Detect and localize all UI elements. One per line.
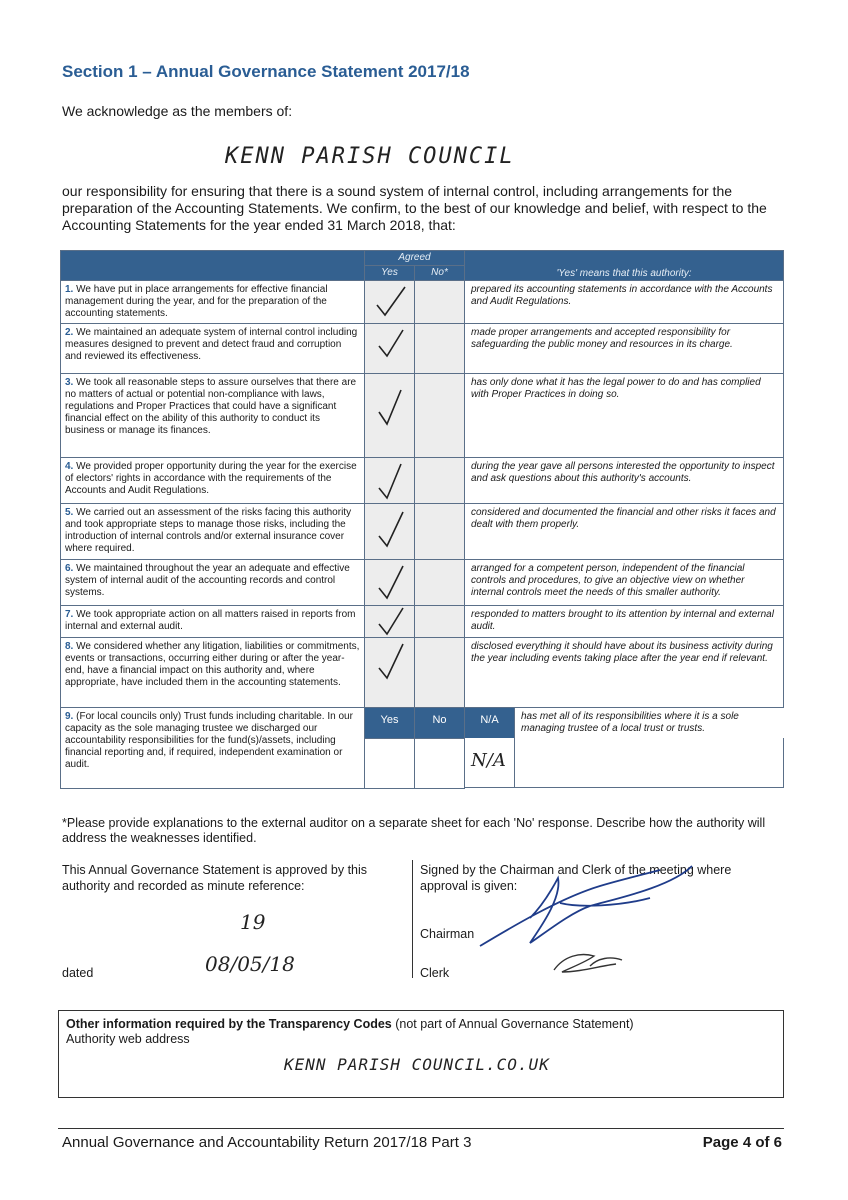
row9-blank [515, 738, 784, 788]
tick-mark-icon [375, 285, 407, 319]
yes-cell[interactable] [365, 324, 415, 374]
row-statement: We took all reasonable steps to assure ourselves that there are no matters of actual or potential non-compliance with laws, regulations and Proper Practices that could have a significant financial effect on the ability of this authority to conduct its business or manage its finances. [65, 377, 357, 436]
dated-label: dated [62, 966, 94, 980]
table-row-9 [61, 708, 784, 739]
row-meaning: has only done what it has the legal power to do and has complied with Proper Practices in doing so. [465, 374, 784, 458]
no-cell[interactable] [415, 458, 465, 504]
footer-rule [58, 1128, 784, 1129]
tick-mark-icon [375, 462, 407, 502]
table-header-row [61, 251, 784, 266]
yes-cell[interactable] [365, 560, 415, 606]
signature-divider [412, 860, 413, 978]
no-cell[interactable] [415, 374, 465, 458]
chairman-signature-icon [470, 858, 700, 958]
yes-cell[interactable] [365, 638, 415, 708]
row-number: 2. [65, 327, 74, 338]
row-number: 8. [65, 641, 74, 652]
row-meaning: arranged for a competent person, independent of the financial controls and procedures, to give an objective view on whether internal controls meet the needs of this smaller authority. [465, 560, 784, 606]
transparency-title-rest: (not part of Annual Governance Statement) [391, 1017, 634, 1031]
section-heading: Section 1 – Annual Governance Statement 2017/18 [62, 62, 470, 81]
tick-mark-icon [375, 510, 407, 550]
row-statement: We maintained throughout the year an adequate and effective system of internal audit of the accounting records and control systems. [65, 563, 350, 598]
tick-mark-icon [375, 606, 407, 636]
table-row [61, 458, 784, 504]
clerk-label: Clerk [420, 966, 450, 980]
row-statement: We provided proper opportunity during the year for the exercise of electors' rights in accordance with the requirements of the Accounts and Audit Regulations. [65, 461, 357, 496]
governance-table [60, 250, 784, 789]
yes-cell[interactable] [365, 374, 415, 458]
footnote: *Please provide explanations to the external auditor on a separate sheet for each 'No' response. Describe how the authority will address the weaknesses identified. [62, 816, 766, 845]
row-statement: We carried out an assessment of the risks facing this authority and took appropriate steps to manage those risks, including the introduction of internal controls and/or external insurance cover where required. [65, 507, 352, 554]
clerk-signature-icon [550, 946, 630, 980]
table-row [61, 560, 784, 606]
row-statement: We have put in place arrangements for effective financial management during the year, and for the preparation of the accounting statements. [65, 284, 328, 319]
row-number: 1. [65, 284, 74, 295]
header-yes: Yes [365, 266, 415, 281]
row9-na-handwritten: N/A [471, 750, 506, 771]
tick-mark-icon [375, 642, 407, 682]
tick-mark-icon [375, 328, 407, 362]
acknowledge-text: We acknowledge as the members of: [62, 103, 293, 119]
yes-cell[interactable] [365, 458, 415, 504]
row-statement: We maintained an adequate system of internal control including measures designed to prevent and detect fraud and corruption and reviewed its effectiveness. [65, 327, 358, 362]
yes-cell[interactable] [365, 281, 415, 324]
row-number: 4. [65, 461, 74, 472]
table-row [61, 374, 784, 458]
row-meaning: prepared its accounting statements in accordance with the Accounts and Audit Regulations. [465, 281, 784, 324]
tick-mark-icon [375, 388, 407, 428]
header-blank [61, 251, 365, 281]
transparency-title-bold: Other information required by the Transparency Codes [66, 1017, 392, 1031]
row9-yes-header: Yes [365, 708, 415, 739]
table-row [61, 324, 784, 374]
no-cell[interactable] [415, 281, 465, 324]
page-number: Page 4 of 6 [702, 1134, 782, 1151]
row-meaning: made proper arrangements and accepted responsibility for safeguarding the public money and resources in its charge. [465, 324, 784, 374]
row-number: 3. [65, 377, 74, 388]
row-meaning: responded to matters brought to its attention by internal and external audit. [465, 606, 784, 638]
approved-text: This Annual Governance Statement is approved by this authority and recorded as minute reference: [62, 863, 368, 893]
table-row [61, 606, 784, 638]
signed-text: Signed by the Chairman and Clerk of the meeting where approval is given: [420, 863, 732, 893]
web-address-label: Authority web address [66, 1032, 190, 1046]
footer-title: Annual Governance and Accountability Return 2017/18 Part 3 [62, 1134, 472, 1151]
web-address-value: KENN PARISH COUNCIL.CO.UK [284, 1055, 550, 1074]
table-row [61, 504, 784, 560]
row9-meaning: has met all of its responsibilities where it is a sole managing trustee of a local trust or trusts. [515, 708, 784, 738]
no-cell[interactable] [415, 606, 465, 638]
row-meaning: during the year gave all persons interested the opportunity to inspect and ask questions about this authority's accounts. [465, 458, 784, 504]
yes-cell[interactable] [365, 606, 415, 638]
row-statement: We considered whether any litigation, liabilities or commitments, events or transactions, occurring either during or after the year-end, have a financial impact on this authority and, where appropriate, have included them in the accounting statements. [65, 641, 360, 688]
no-cell[interactable] [415, 638, 465, 708]
row-meaning: disclosed everything it should have about its business activity during the year including events taking place after the year end if relevant. [465, 638, 784, 708]
row-number: 7. [65, 609, 74, 620]
row9-na-header: N/A [465, 708, 515, 738]
row-statement: (For local councils only) Trust funds including charitable. In our capacity as the sole managing trustee we discharged our accountability responsibilities for the fund(s)/assets, including financial reporting and, if required, independent examination or audit. [65, 711, 353, 770]
header-means: 'Yes' means that this authority: [465, 251, 784, 281]
row-number: 9. [65, 711, 74, 722]
no-cell[interactable] [415, 504, 465, 560]
row-statement: We took appropriate action on all matters raised in reports from internal and external audit. [65, 609, 356, 632]
responsibility-text: our responsibility for ensuring that there is a sound system of internal control, including arrangements for the preparation of the Accounting Statements. We confirm, to the best of our knowledge and belief, with respect to the Accounting Statements for the year ended 31 March 2018, that: [62, 183, 767, 233]
row9-na-cell[interactable] [465, 738, 515, 788]
row9-no-header: No [415, 708, 465, 739]
council-name-handwritten: KENN PARISH COUNCIL [225, 144, 515, 169]
date-value: 08/05/18 [205, 952, 295, 976]
header-no: No* [415, 266, 465, 281]
table-row [61, 281, 784, 324]
row-number: 5. [65, 507, 74, 518]
transparency-box [58, 1010, 784, 1098]
table-row [61, 638, 784, 708]
row9-yes-cell[interactable] [365, 738, 415, 788]
row-meaning: considered and documented the financial and other risks it faces and dealt with them properly. [465, 504, 784, 560]
chairman-label: Chairman [420, 927, 475, 941]
transparency-title [66, 1017, 634, 1031]
minute-reference: 19 [240, 910, 266, 934]
no-cell[interactable] [415, 560, 465, 606]
tick-mark-icon [375, 564, 407, 602]
no-cell[interactable] [415, 324, 465, 374]
yes-cell[interactable] [365, 504, 415, 560]
row9-no-cell[interactable] [415, 738, 465, 788]
header-agreed: Agreed [365, 251, 465, 266]
row-number: 6. [65, 563, 74, 574]
